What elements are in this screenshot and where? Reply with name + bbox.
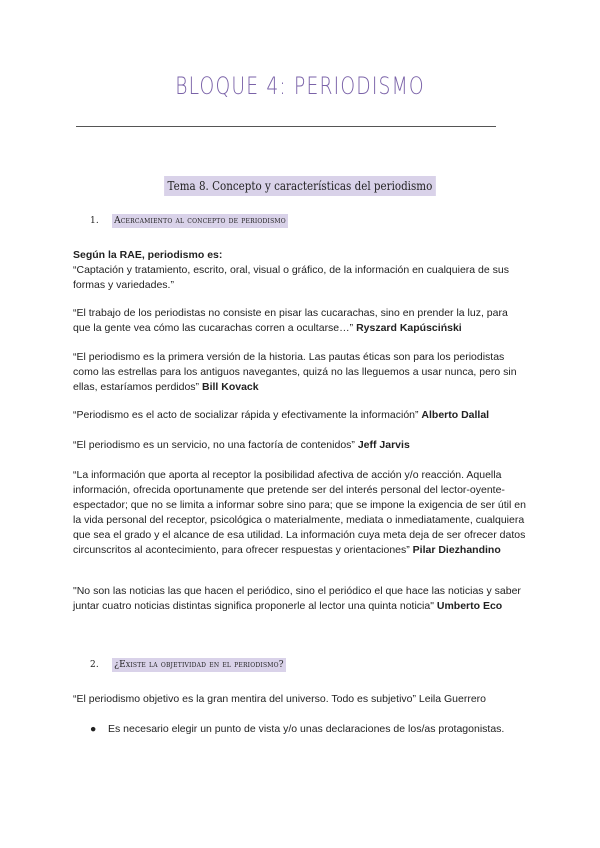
section-1-number: 1. [90, 216, 99, 226]
rae-heading: Según la RAE, periodismo es: [73, 249, 223, 261]
rae-text: “Captación y tratamiento, escrito, oral, visual o gráfico, de la información en cualquiera de sus formas y variedades.” [73, 264, 509, 291]
quote-text: “Periodismo es el acto de socializar rápida y efectivamente la información” [73, 409, 422, 421]
quote-author: Alberto Dallal [421, 409, 490, 421]
quote-eco [73, 584, 528, 614]
title-divider [76, 126, 496, 127]
bullet-text: Es necesario elegir un punto de vista y/o unas declaraciones de los/as protagonistas. [108, 723, 505, 735]
quote-author: Jeff Jarvis [357, 439, 410, 451]
quote-author: Ryszard Kapúsciński [356, 322, 462, 334]
quote-author: Bill Kovack [201, 381, 259, 393]
bullet-item [90, 722, 540, 737]
tema-heading-wrap [0, 176, 600, 196]
section-2-number: 2. [90, 660, 99, 670]
quote-kapuscinski [73, 306, 528, 336]
quote-text: “La información que aporta al receptor la posibilidad afectiva de acción y/o reacción. Aquella información, ofrecida oportunamente que pretende ser del interés personal del lector-oyente-espectador; que no se limita a informar sobre sino para; que se impone la exigencia de ser útil en la vida personal del receptor, psicológica o materialmente, mediata o inmediatamente, cualquiera que sea el grado y el alcance de esa utilidad. La información cuya meta deja de ser ofrecer datos circunscritos al acontecimiento, para ofrecer respuestas y orientaciones” [73, 469, 526, 556]
quote-author: Umberto Eco [436, 600, 503, 612]
quote-guerrero: “El periodismo objetivo es la gran mentira del universo. Todo es subjetivo” Leila Guerrero [73, 693, 487, 705]
quote-jarvis [73, 438, 528, 453]
quote-diezhandino [73, 468, 528, 558]
rae-definition [73, 248, 528, 293]
page-title: BLOQUE 4: PERIODISMO [175, 72, 425, 100]
quote-kovack [73, 350, 528, 395]
quote-text: "No son las noticias las que hacen el periódico, sino el periódico el que hace las noticias y saber juntar cuatro noticias distintas significa proponerle al lector una quinta noticia" [73, 585, 521, 612]
quote-text: “El periodismo es la primera versión de la historia. Las pautas éticas son para los periodistas como las estrellas para los antiguos navegantes, quizá no las lleguemos a usar nunca, pero sin ellas, estaríamos perdidos” [73, 351, 517, 393]
bullet-dot-icon: ● [90, 723, 97, 735]
section-2-heading [90, 660, 286, 670]
quote-text: “El periodismo es un servicio, no una factoría de contenidos” [73, 439, 358, 451]
section-1-heading [90, 216, 288, 226]
quote-text: “El trabajo de los periodistas no consiste en pisar las cucarachas, sino en prender la luz, para que la gente vea cómo las cucarachas corren a ocultarse…” [73, 307, 508, 334]
section-2-label: ¿Existe la objetividad en el periodismo? [114, 660, 284, 670]
quote-author: Pilar Diezhandino [412, 544, 501, 556]
quote-dallal [73, 408, 528, 423]
section-1-label: Acercamiento al concepto de periodismo [114, 216, 286, 226]
tema-heading: Tema 8. Concepto y características del periodismo [164, 176, 436, 196]
